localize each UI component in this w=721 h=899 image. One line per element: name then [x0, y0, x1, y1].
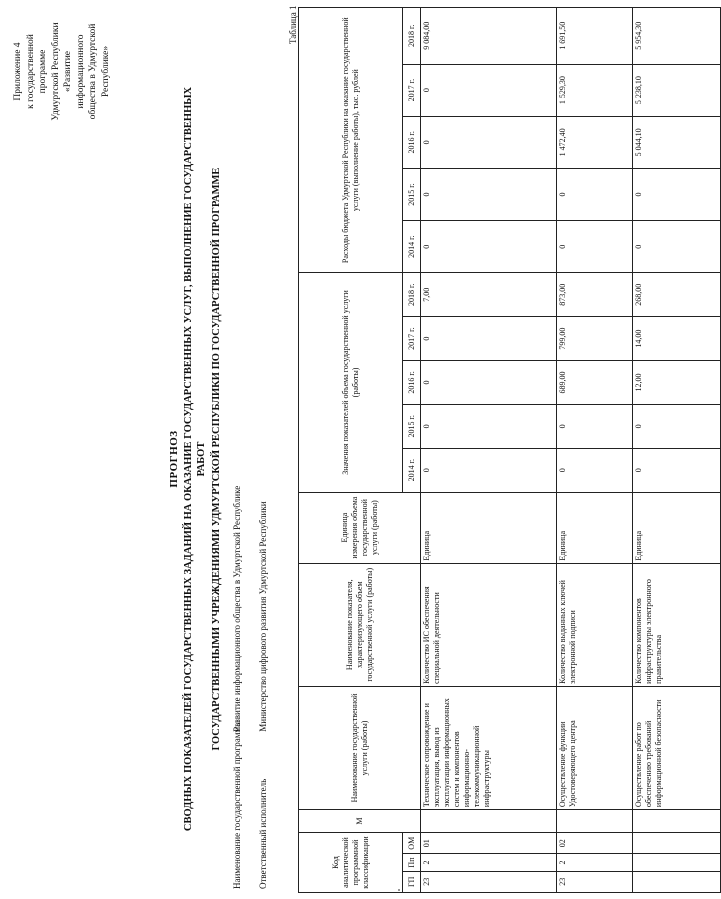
cell-m [633, 810, 721, 833]
header-volume: Значения показателей объема государственной услуги (работы) [299, 273, 403, 492]
cell-expense: 5 238,10 [633, 64, 721, 116]
cell-expense: 0 [421, 116, 557, 168]
header-year: 2014 г. [403, 448, 421, 492]
cell-pp: 2 [557, 854, 633, 871]
cell-volume: 14,00 [633, 317, 721, 361]
header-unit: Единица измерения объема государственной услуги (работы) [299, 492, 421, 563]
cell-volume: 0 [557, 448, 633, 492]
executor-label: Ответственный исполнитель [258, 778, 268, 889]
header-gp: ГП [403, 871, 421, 892]
appendix-line: Приложение 4 [13, 42, 23, 101]
title-line-2: ГОСУДАРСТВЕННЫМИ УЧРЕЖДЕНИЯМИ УДМУРТСКОЙ РЕСПУБЛИКИ ПО ГОСУДАРСТВЕННОЙ ПРОГРАММЕ [211, 167, 222, 751]
appendix-line: к государственной программе [25, 34, 48, 109]
header-year: 2016 г. [403, 116, 421, 168]
cell-volume: 0 [421, 404, 557, 448]
cell-m [421, 810, 557, 833]
header-expenses: Расходы бюджета Удмуртской Республики на оказание государственной услуги (выполнение работы), тыс. рублей [299, 8, 403, 273]
cell-unit: Единица [633, 492, 721, 563]
cell-expense: 0 [633, 168, 721, 220]
cell-expense: 1 529,30 [557, 64, 633, 116]
title-main: ПРОГНОЗ [168, 430, 180, 488]
cell-m [557, 810, 633, 833]
program-value: Развитие информационного общества в Удмуртской Республике [232, 485, 242, 732]
cell-volume: 12,00 [633, 361, 721, 405]
scan-speck [398, 889, 400, 891]
table-row [557, 8, 633, 893]
header-year: 2017 г. [403, 317, 421, 361]
cell-indicator: Количество ИС обеспечения специальной деятельности [421, 563, 557, 686]
cell-service: Осуществление функции Удостоверяющего центра [557, 686, 633, 809]
header-om: ОМ [403, 833, 421, 854]
cell-service: Осуществление работ по обеспечению требований информационной безопасности [633, 686, 721, 809]
cell-volume: 7,00 [421, 273, 557, 317]
cell-volume: 0 [557, 404, 633, 448]
table-row [421, 8, 557, 893]
header-service: Наименование государственной услуги (работы) [299, 686, 421, 809]
program-label: Наименование государственной программы [232, 720, 242, 889]
cell-expense: 0 [421, 168, 557, 220]
document-title [168, 79, 223, 839]
cell-volume: 0 [633, 448, 721, 492]
header-year: 2015 г. [403, 168, 421, 220]
cell-om [633, 833, 721, 854]
cell-volume: 873,00 [557, 273, 633, 317]
header-pp: Пп [403, 854, 421, 871]
cell-expense: 0 [633, 221, 721, 273]
header-code: Код аналитической программной классификации [299, 833, 403, 893]
title-line-1: СВОДНЫХ ПОКАЗАТЕЛЕЙ ГОСУДАРСТВЕННЫХ ЗАДАНИЙ НА ОКАЗАНИЕ ГОСУДАРСТВЕННЫХ УСЛУГ, ВЫПОЛНЕНИЕ ГОСУДАРСТВЕННЫХ РАБОТ [183, 86, 207, 832]
cell-volume: 0 [421, 317, 557, 361]
cell-expense: 5 044,10 [633, 116, 721, 168]
program-name-row [232, 486, 242, 889]
cell-volume: 268,00 [633, 273, 721, 317]
header-year: 2016 г. [403, 361, 421, 405]
cell-expense: 1 691,50 [557, 8, 633, 65]
cell-gp: 23 [557, 871, 633, 892]
cell-expense: 0 [421, 221, 557, 273]
appendix-line: общества в Удмуртской Республике» [88, 23, 111, 120]
cell-unit: Единица [557, 492, 633, 563]
executor-row [258, 501, 268, 889]
cell-service: Техническое сопровождение и эксплуатация, вывод из эксплуатации информационных систем и компонентов информационно-телекоммуникационной инфраструктуры [421, 686, 557, 809]
cell-om: 02 [557, 833, 633, 854]
cell-expense: 0 [421, 64, 557, 116]
cell-expense: 0 [557, 221, 633, 273]
forecast-table [298, 7, 721, 893]
cell-volume: 0 [421, 448, 557, 492]
cell-om: 01 [421, 833, 557, 854]
cell-gp [633, 871, 721, 892]
cell-pp [633, 854, 721, 871]
header-year: 2018 г. [403, 8, 421, 65]
cell-volume: 0 [421, 361, 557, 405]
cell-indicator: Количество выданных ключей электронной подписи [557, 563, 633, 686]
cell-indicator: Количество компонентов инфраструктуры электронного правительства [633, 563, 721, 686]
header-year: 2017 г. [403, 64, 421, 116]
table-row [633, 8, 721, 893]
header-year: 2015 г. [403, 404, 421, 448]
cell-expense: 9 084,00 [421, 8, 557, 65]
header-year: 2018 г. [403, 273, 421, 317]
cell-gp: 23 [421, 871, 557, 892]
cell-pp: 2 [421, 854, 557, 871]
header-year: 2014 г. [403, 221, 421, 273]
appendix-line: «Развитие информационного [63, 34, 86, 109]
cell-unit: Единица [421, 492, 557, 563]
executor-value: Министерство цифрового развития Удмуртской Республики [258, 501, 268, 732]
appendix-line: Удмуртской Республики [50, 22, 61, 121]
header-indicator: Наименование показателя, характеризующего объем государственной услуги (работы) [299, 563, 421, 686]
cell-volume: 799,00 [557, 317, 633, 361]
appendix-note [12, 14, 112, 129]
cell-expense: 5 954,30 [633, 8, 721, 65]
header-m: М [299, 810, 421, 833]
cell-volume: 689,00 [557, 361, 633, 405]
cell-volume: 0 [633, 404, 721, 448]
cell-expense: 0 [557, 168, 633, 220]
table-label: Таблица 1 [288, 5, 298, 44]
cell-expense: 1 472,40 [557, 116, 633, 168]
